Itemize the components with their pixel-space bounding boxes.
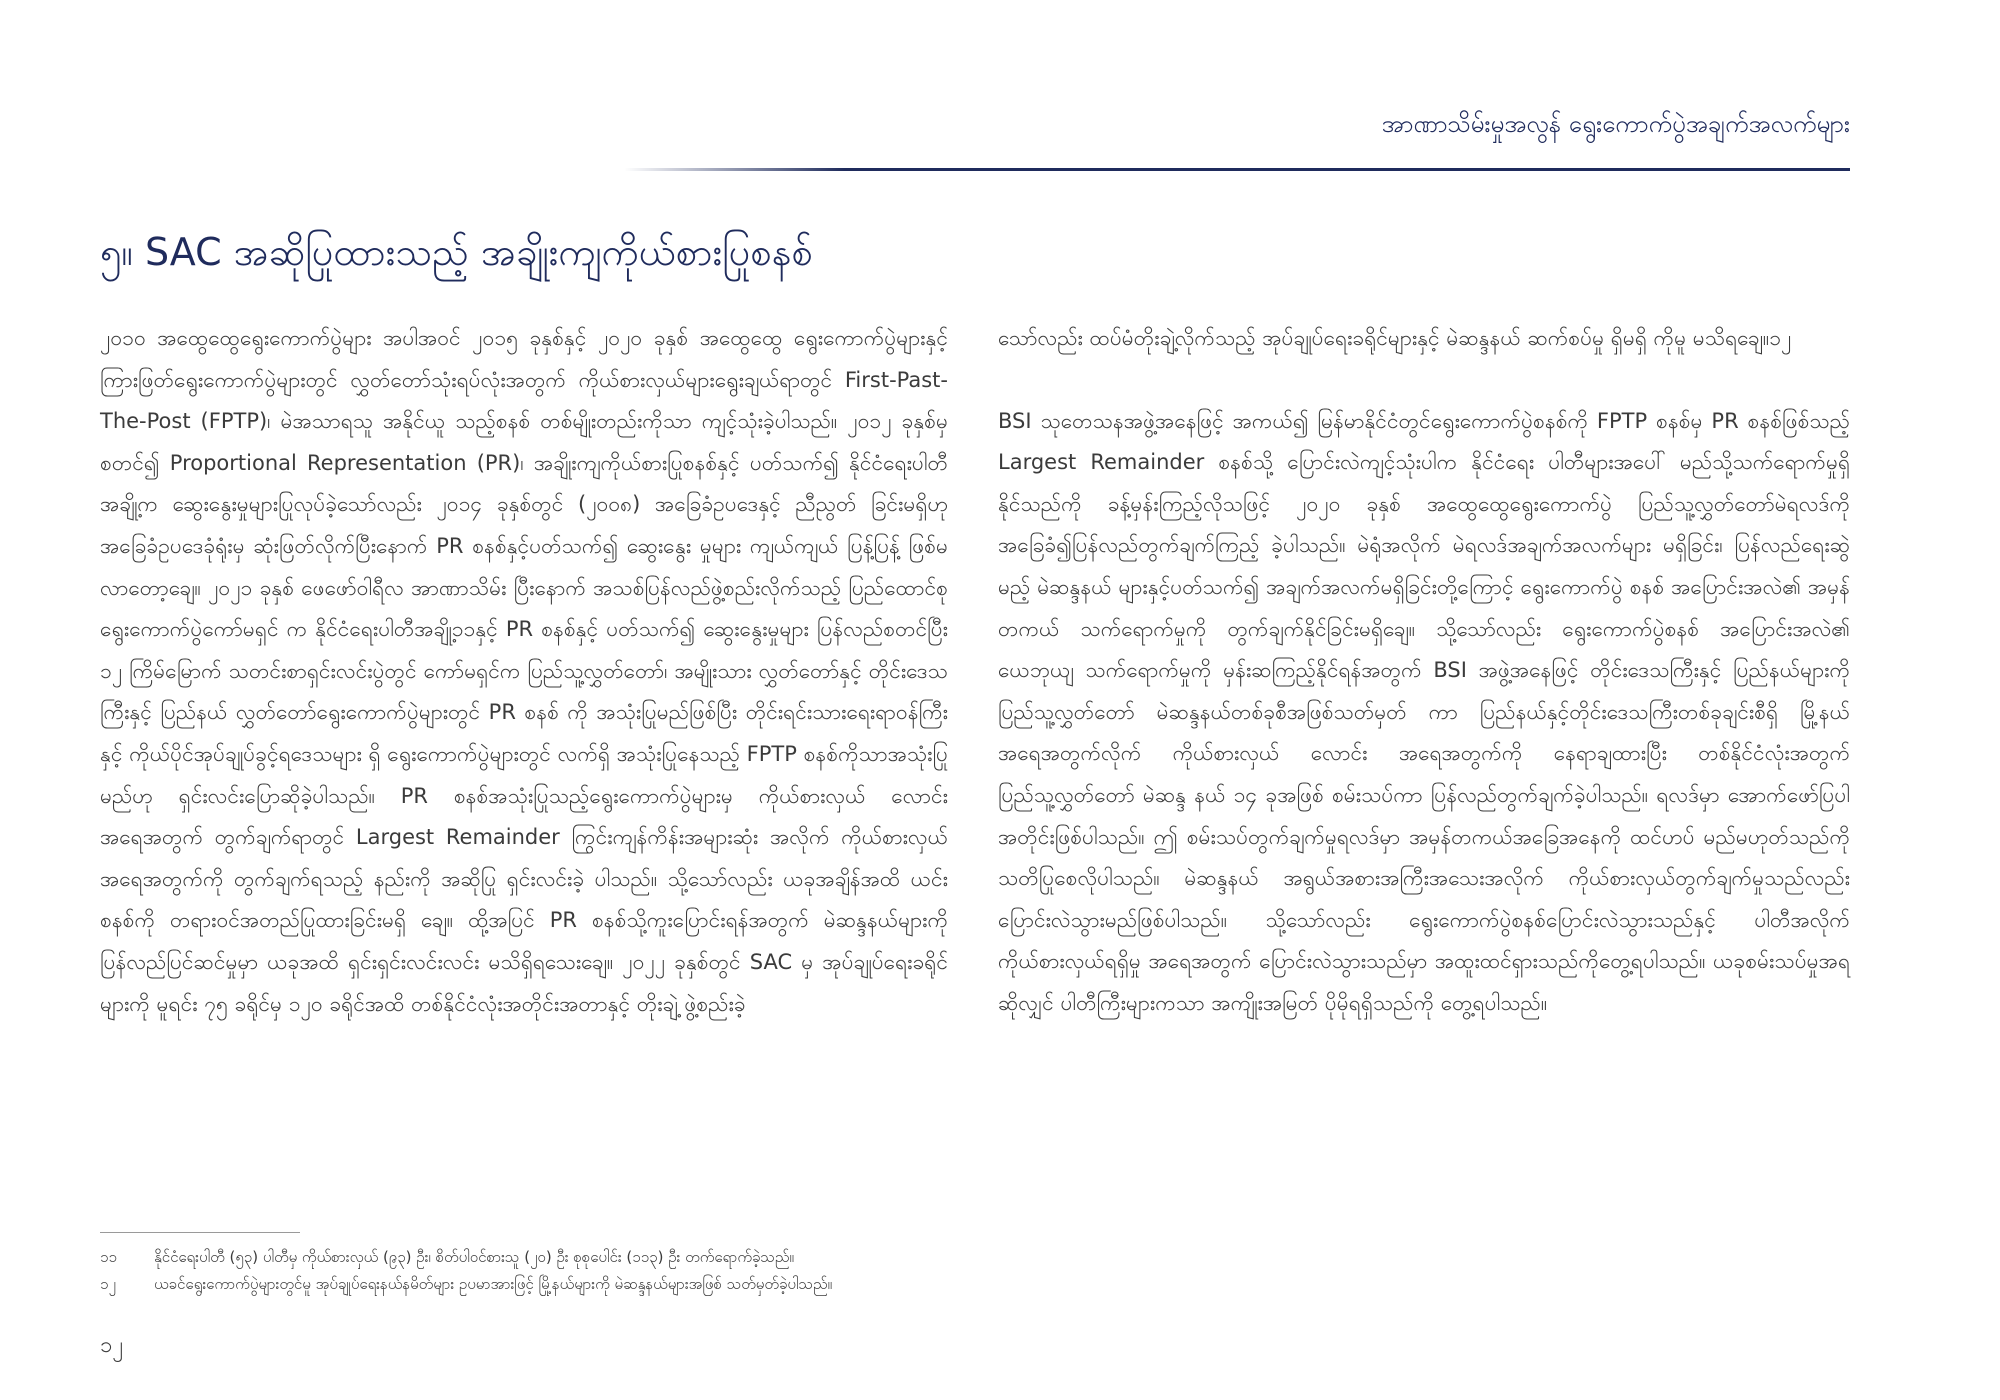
page-number: ၁၂ bbox=[100, 1333, 124, 1358]
body-paragraph: သော်လည်း ထပ်မံတိုးချဲ့လိုက်သည့် အုပ်ချုပ်ရေးခရိုင်များနှင့် မဲဆန္ဒနယ် ဆက်စပ်မှု ရှိမရှိ ကိုမူ မသိရချေ။၁၂ bbox=[998, 326, 1792, 350]
footnote bbox=[100, 1271, 1000, 1298]
footnote-divider bbox=[100, 1232, 300, 1233]
footnote-number: ၁၂ bbox=[100, 1275, 116, 1293]
right-column bbox=[998, 318, 1850, 1025]
running-header: အာဏာသိမ်းမှုအလွန် ရွေးကောက်ပွဲအချက်အလက်များ bbox=[1381, 110, 1850, 138]
header-rule bbox=[624, 168, 1850, 171]
footnote-text: ယခင်ရွေးကောက်ပွဲများတွင်မူ အုပ်ချုပ်ရေးနယ်နမိတ်များ ဥပမာအားဖြင့် မြို့နယ်များကို မဲဆန္ဒနယ်များအဖြစ် သတ်မှတ်ခဲ့ပါသည်။ bbox=[154, 1275, 833, 1293]
footnote-text: နိုင်ငံရေးပါတီ (၅၃) ပါတီမှ ကိုယ်စားလှယ် (၉၃) ဦး၊ စိတ်ပါဝင်စားသူ (၂၀) ဦး စုစုပေါင်း (၁၁၃) ဦး တက်ရောက်ခဲ့သည်။ bbox=[154, 1248, 794, 1266]
left-column bbox=[100, 318, 948, 1025]
footnotes bbox=[100, 1244, 1000, 1298]
footnote bbox=[100, 1244, 1000, 1271]
body-paragraph: BSI သုတေသနအဖွဲ့အနေဖြင့် အကယ်၍ မြန်မာနိုင်ငံတွင်ရွေးကောက်ပွဲစနစ်ကို FPTP စနစ်မှ PR စနစ်ဖြစ်သည့် Largest Remainder စနစ်သို့ ပြောင်းလဲကျင့်သုံးပါက နိုင်ငံရေး ပါတီများအပေါ် မည်သို့သက်ရောက်မှုရှိနိုင်သည်ကို ခန့်မှန်းကြည့်လိုသဖြင့် ၂၀၂၀ ခုနှစ် အထွေထွေရွေးကောက်ပွဲ ပြည်သူ့လွှတ်တော်မဲရလဒ်ကို အခြေခံ၍ပြန်လည်တွက်ချက်ကြည့် ခဲ့ပါသည်။ မဲရုံအလိုက် မဲရလဒ်အချက်အလက်များ မရှိခြင်း၊ ပြန်လည်ရေးဆွဲမည့် မဲဆန္ဒနယ် များနှင့်ပတ်သက်၍ အချက်အလက်မရှိခြင်းတို့ကြောင့် ရွေးကောက်ပွဲ စနစ် အပြောင်းအလဲ၏ အမှန်တကယ် သက်ရောက်မှုကို တွက်ချက်နိုင်ခြင်းမရှိချေ။ သို့သော်လည်း ရွေးကောက်ပွဲစနစ် အပြောင်းအလဲ၏ ယေဘုယျ သက်ရောက်မှုကို မှန်းဆကြည့်နိုင်ရန်အတွက် BSI အဖွဲ့အနေဖြင့် တိုင်းဒေသကြီးနှင့် ပြည်နယ်များကို ပြည်သူ့လွှတ်တော် မဲဆန္ဒနယ်တစ်ခုစီအဖြစ်သတ်မှတ် ကာ ပြည်နယ်နှင့်တိုင်းဒေသကြီးတစ်ခုချင်းစီရှိ မြို့နယ်အရေအတွက်လိုက် ကိုယ်စားလှယ် လောင်း အရေအတွက်ကို နေရာချထားပြီး တစ်နိုင်ငံလုံးအတွက် ပြည်သူ့လွှတ်တော် မဲဆန္ဒ နယ် ၁၄ ခုအဖြစ် စမ်းသပ်ကာ ပြန်လည်တွက်ချက်ခဲ့ပါသည်။ ရလဒ်မှာ အောက်ဖော်ပြပါ အတိုင်းဖြစ်ပါသည်။ ဤ စမ်းသပ်တွက်ချက်မှုရလဒ်မှာ အမှန်တကယ်အခြေအနေကို ထင်ဟပ် မည်မဟုတ်သည်ကို သတိပြုစေလိုပါသည်။ မဲဆန္ဒနယ် အရွယ်အစားအကြီးအသေးအလိုက် ကိုယ်စားလှယ်တွက်ချက်မှုသည်လည်း ပြောင်းလဲသွားမည်ဖြစ်ပါသည်။ သို့သော်လည်း ရွေးကောက်ပွဲစနစ်ပြောင်းလဲသွားသည်နှင့် ပါတီအလိုက် ကိုယ်စားလှယ်ရရှိမှု အရေအတွက် ပြောင်းလဲသွားသည်မှာ အထူးထင်ရှားသည်ကိုတွေ့ရပါသည်။ ယခုစမ်းသပ်မှုအရဆိုလျှင် ပါတီကြီးများကသာ အကျိုးအမြတ် ပိုမိုရရှိသည်ကို တွေ့ရပါသည်။ bbox=[998, 408, 1850, 1015]
body-paragraph: ၂၀၁၀ အထွေထွေရွေးကောက်ပွဲများ အပါအဝင် ၂၀၁၅ ခုနှစ်နှင့် ၂၀၂၀ ခုနှစ် အထွေထွေ ရွေးကောက်ပွဲများနှင့် ကြားဖြတ်ရွေးကောက်ပွဲများတွင် လွှတ်တော်သုံးရပ်လုံးအတွက် ကိုယ်စားလှယ်များရွေးချယ်ရာတွင် First-Past-The-Post (FPTP)၊ မဲအသာရသူ အနိုင်ယူ သည့်စနစ် တစ်မျိုးတည်းကိုသာ ကျင့်သုံးခဲ့ပါသည်။ ၂၀၁၂ ခုနှစ်မှ စတင်၍ Proportional Representation (PR)၊ အချိုးကျကိုယ်စားပြုစနစ်နှင့် ပတ်သက်၍ နိုင်ငံရေးပါတီအချို့က ဆွေးနွေးမှုများပြုလုပ်ခဲ့သော်လည်း ၂၀၁၄ ခုနှစ်တွင် (၂၀၀၈) အခြေခံဥပဒေနှင့် ညီညွတ် ခြင်းမရှိဟု အခြေခံဥပဒေခုံရုံးမှ ဆုံးဖြတ်လိုက်ပြီးနောက် PR စနစ်နှင့်ပတ်သက်၍ ဆွေးနွေး မှုများ ကျယ်ကျယ် ပြန့်ပြန့် ဖြစ်မလာတော့ချေ။ ၂၀၂၁ ခုနှစ် ဖေဖော်ဝါရီလ အာဏာသိမ်း ပြီးနောက် အသစ်ပြန်လည်ဖွဲ့စည်းလိုက်သည့် ပြည်ထောင်စုရွေးကောက်ပွဲကော်မရှင် က နိုင်ငံရေးပါတီအချို့၁၁နှင့် PR စနစ်နှင့် ပတ်သက်၍ ဆွေးနွေးမှုများ ပြန်လည်စတင်ပြီး ၁၂ ကြိမ်မြောက် သတင်းစာရှင်းလင်းပွဲတွင် ကော်မရှင်က ပြည်သူ့လွှတ်တော်၊ အမျိုးသား လွှတ်တော်နှင့် တိုင်းဒေသကြီးနှင့် ပြည်နယ် လွှတ်တော်ရွေးကောက်ပွဲများတွင် PR စနစ် ကို အသုံးပြုမည်ဖြစ်ပြီး တိုင်းရင်းသားရေးရာဝန်ကြီးနှင့် ကိုယ်ပိုင်အုပ်ချုပ်ခွင့်ရဒေသများ ရှိ ရွေးကောက်ပွဲများတွင် လက်ရှိ အသုံးပြုနေသည့် FPTP စနစ်ကိုသာအသုံးပြုမည်ဟု ရှင်းလင်းပြောဆိုခဲ့ပါသည်။ PR စနစ်အသုံးပြုသည့်ရွေးကောက်ပွဲများမှ ကိုယ်စားလှယ် လောင်းအရေအတွက် တွက်ချက်ရာတွင် Largest Remainder ကြွင်းကျန်ကိန်းအများဆုံး အလိုက် ကိုယ်စားလှယ်အရေအတွက်ကို တွက်ချက်ရသည့် နည်းကို အဆိုပြု ရှင်းလင်းခဲ့ ပါသည်။ သို့သော်လည်း ယခုအချိန်အထိ ယင်းစနစ်ကို တရားဝင်အတည်ပြုထားခြင်းမရှိ ချေ။ ထို့အပြင် PR စနစ်သို့ကူးပြောင်းရန်အတွက် မဲဆန္ဒနယ်များကို ပြန်လည်ပြင်ဆင်မှုမှာ ယခုအထိ ရှင်းရှင်းလင်းလင်း မသိရှိရသေးချေ။ ၂၀၂၂ ခုနှစ်တွင် SAC မှ အုပ်ချုပ်ရေးခရိုင် များကို မူရင်း ၇၅ ခရိုင်မှ ၁၂၀ ခရိုင်အထိ တစ်နိုင်ငံလုံးအတိုင်းအတာနှင့် တိုးချဲ့ ဖွဲ့စည်းခဲ့ bbox=[100, 326, 948, 1016]
section-title: ၅။ SAC အဆိုပြုထားသည့် အချိုးကျကိုယ်စားပြုစနစ် bbox=[100, 230, 813, 274]
footnote-number: ၁၁ bbox=[100, 1248, 117, 1266]
